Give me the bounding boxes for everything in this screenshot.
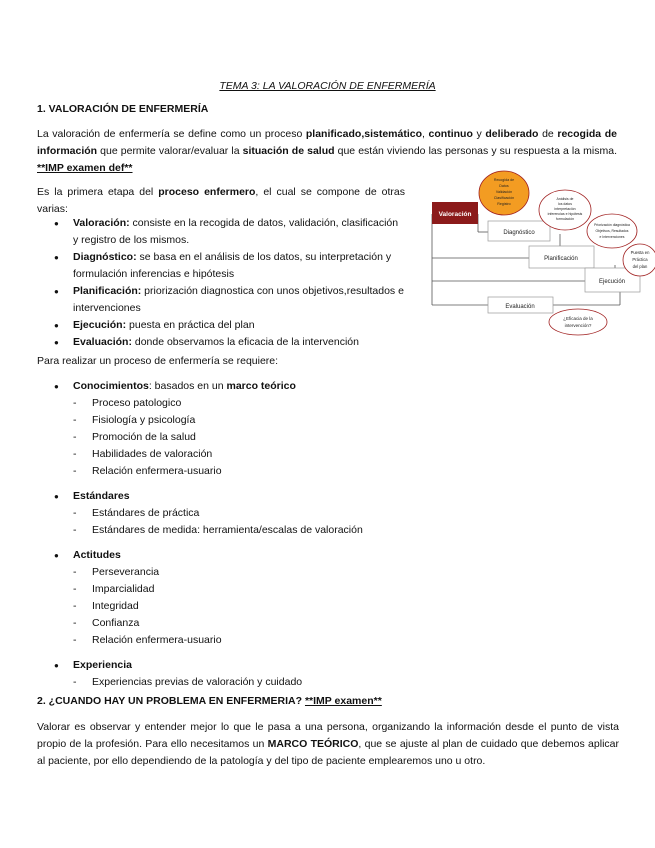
bubble-text: Registro: [497, 202, 511, 206]
list-item: ● Experiencia - Experiencias previas de valoración y cuidado: [37, 657, 597, 691]
stages-list: [37, 215, 405, 351]
bubble-text: Validación: [495, 190, 513, 194]
sub-list-item: - Relación enfermera-usuario: [73, 463, 597, 480]
sub-list-item: - Fisiología y psicología: [73, 412, 597, 429]
bubble-text: formulación: [555, 217, 575, 221]
list-item: ● Planificación: priorización diagnostica con unos objetivos,resultados e intervenciones: [37, 283, 405, 317]
box-label: Planificación: [544, 256, 578, 262]
sub-list-item: - Integridad: [73, 598, 597, 615]
box-label: Diagnóstico: [503, 230, 535, 236]
bubble-text: Clasificación: [493, 196, 515, 200]
section2-heading: 2. ¿CUANDO HAY UN PROBLEMA EN ENFERMERIA? **IMP examen**: [37, 695, 382, 707]
list-item: ● Estándares - Estándares de práctica - Estándares de medida: herramienta/escalas de valoración: [37, 488, 597, 539]
sub-list-item: - Imparcialidad: [73, 581, 597, 598]
list-item: ● Actitudes - Perseverancia - Imparcialidad - Integridad - Confianza - Relación enfermera-usuario: [37, 547, 597, 649]
list-item: ● Evaluación: donde observamos la eficacia de la intervención: [37, 334, 405, 351]
list-item: ● Ejecución: puesta en práctica del plan: [37, 317, 405, 334]
bubble-text: ¿Eficacia de la: [563, 316, 593, 321]
bubble-text: Práctica: [632, 257, 648, 262]
sub-list-item: - Perseverancia: [73, 564, 597, 581]
sub-list-item: - Estándares de medida: herramienta/escalas de valoración: [73, 522, 597, 539]
bubble-text: Objetivos, Resultados: [595, 229, 629, 233]
box-label: Ejecución: [598, 279, 626, 285]
sub-list-item: - Estándares de práctica: [73, 505, 597, 522]
bubble-text: Análisis de: [556, 197, 574, 201]
sub-list: [73, 564, 597, 649]
sub-list-item: - Relación enfermera-usuario: [73, 632, 597, 649]
requires-intro: Para realizar un proceso de enfermería se requiere:: [37, 355, 279, 367]
definition-paragraph: La valoración de enfermería se define como un proceso planificado,sistemático, continuo y deliberado de recogida de información que permite valorar/evaluar la situación de salud que están viviendo las personas y su respuesta a la misma. **IMP examen def**: [37, 128, 618, 174]
sub-list: [73, 505, 597, 539]
list-item: ● Conocimientos: basados en un marco teórico - Proceso patologico - Fisiología y psicología - Promoción de la salud - Habilidades de valoración - Relación enfermera-usuario: [37, 378, 597, 480]
sub-list-item: - Promoción de la salud: [73, 429, 597, 446]
bubble-text: inferencias e hipótesis: [547, 212, 583, 216]
box-label: Valoración: [438, 211, 472, 218]
bubble-text: e Intervenciones: [599, 235, 625, 239]
requirements-list: [37, 378, 597, 691]
sub-list-item: - Proceso patologico: [73, 395, 597, 412]
section1-heading: 1. VALORACIÓN DE ENFERMERÍA: [37, 103, 209, 115]
imp-note: **IMP examen**: [304, 695, 382, 707]
bubble-text: los datos: [557, 202, 573, 206]
bubble-text: intervención?: [564, 323, 592, 328]
sub-list-item: - Experiencias previas de valoración y cuidado: [73, 674, 597, 691]
nursing-process-diagram: [420, 168, 655, 338]
page-title: TEMA 3: LA VALORACIÓN DE ENFERMERÍA: [219, 80, 436, 92]
section2-paragraph: Valorar es observar y entender mejor lo que le pasa a una persona, organizando la información desde el punto de vista propio de la profesión. Para ello necesitamos un MARCO TEÓRICO, que se ajuste al plan de cuidado que debemos aplicar al paciente, por ello dependiendo de la patología y del tipo de paciente emplearemos uno u otro.: [37, 721, 619, 767]
sub-list: [73, 395, 597, 480]
bubble-text: interpretación: [554, 207, 576, 211]
bubble-text: del plan: [632, 264, 648, 269]
bubble-evaluacion: [549, 309, 607, 335]
sub-list-item: - Habilidades de valoración: [73, 446, 597, 463]
sub-list-item: - Confianza: [73, 615, 597, 632]
imp-note: **IMP examen def**: [37, 162, 133, 174]
stages-intro: Es la primera etapa del proceso enfermero, el cual se compone de otras varias:: [37, 186, 405, 215]
list-item: ● Valoración: consiste en la recogida de datos, validación, clasificación y registro de los mismos.: [37, 215, 405, 249]
bubble-text: Puesta en: [630, 250, 650, 255]
sub-list: [73, 674, 597, 691]
bubble-text: Recogida de: [493, 178, 515, 182]
bubble-text: Priorización diagnóstica: [594, 223, 630, 227]
box-label: Evaluación: [505, 304, 535, 310]
list-item: ● Diagnóstico: se basa en el análisis de los datos, su interpretación y formulación inferencias e hipótesis: [37, 249, 405, 283]
bubble-text: Datos: [499, 184, 509, 188]
